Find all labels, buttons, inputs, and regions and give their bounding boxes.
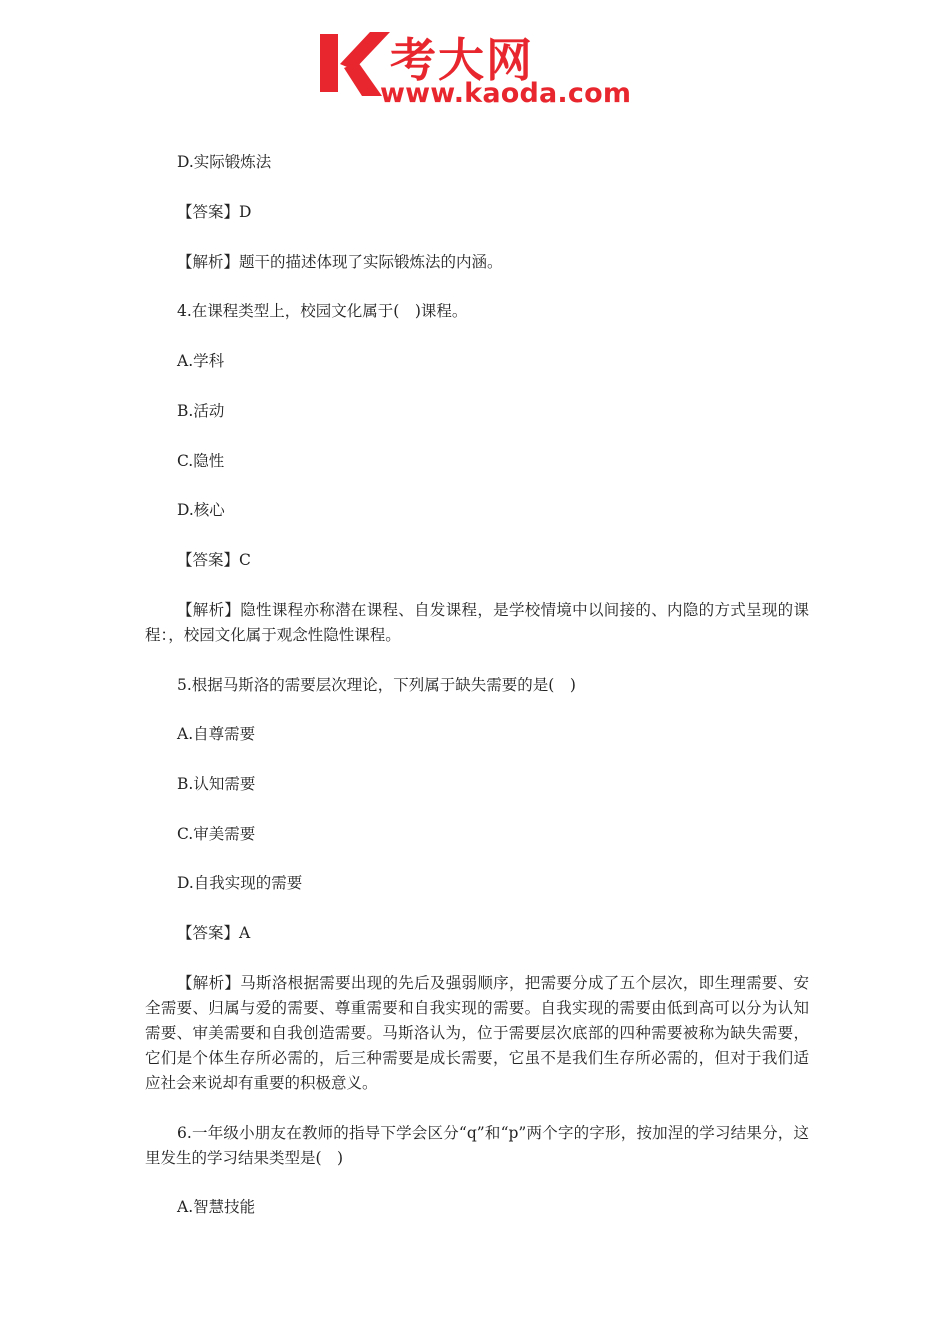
q4-analysis: 【解析】隐性课程亦称潜在课程、自发课程，是学校情境中以间接的、内隐的方式呈现的课程：，校园文化属于观念性隐性课程。: [145, 601, 809, 644]
q4-option-d: D.核心: [177, 501, 225, 519]
q5-option-a: A.自尊需要: [177, 725, 256, 743]
q4-option-b: B.活动: [177, 402, 225, 420]
q5-option-b: B.认知需要: [177, 775, 256, 793]
q4-stem: 4.在课程类型上，校园文化属于( )课程。: [177, 302, 468, 320]
q5-option-d: D.自我实现的需要: [177, 874, 303, 892]
q5-analysis: 【解析】马斯洛根据需要出现的先后及强弱顺序，把需要分成了五个层次，即生理需要、安全需要、归属与爱的需要、尊重需要和自我实现的需要。自我实现的需要由低到高可以分为认知需要、审美需要和自我创造需要。马斯洛认为，位于需要层次底部的四种需要被称为缺失需要，它们是个体生存所必需的，后三种需要是成长需要，它虽不是我们生存所必需的，但对于我们适应社会来说却有重要的积极意义。: [145, 974, 809, 1092]
q5-answer: 【答案】A: [177, 924, 251, 942]
q4-option-a: A.学科: [177, 352, 225, 370]
q4-option-c: C.隐性: [177, 452, 225, 470]
logo-url-text: www.kaoda.com: [380, 78, 632, 109]
q3-analysis: 【解析】题干的描述体现了实际锻炼法的内涵。: [177, 253, 503, 271]
q3-answer: 【答案】D: [177, 203, 252, 221]
site-logo: [318, 28, 638, 112]
q5-option-c: C.审美需要: [177, 825, 256, 843]
q3-option-d: D.实际锻炼法: [177, 153, 272, 171]
q6-option-a: A.智慧技能: [177, 1198, 256, 1216]
q4-answer: 【答案】C: [177, 551, 251, 569]
q6-stem: 6.一年级小朋友在教师的指导下学会区分“q”和“p”两个字的字形，按加涅的学习结果分，这里发生的学习结果类型是( ): [145, 1124, 809, 1167]
q5-stem: 5.根据马斯洛的需要层次理论，下列属于缺失需要的是( ): [177, 676, 576, 694]
logo-brand-text: 考大网: [390, 33, 534, 87]
